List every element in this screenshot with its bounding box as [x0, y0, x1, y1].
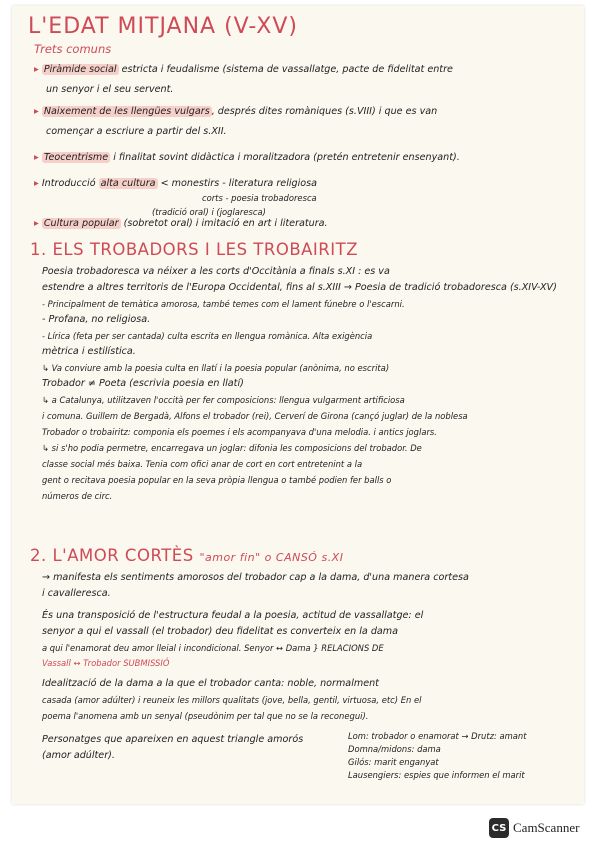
section1-line: classe social més baixa. Tenia com ofici anar de cort en cort entretenint a la [42, 459, 363, 469]
section1-line: Trobador o trobairitz: componia els poemes i els acompanyava d'una melodia. i antics joglars. [42, 427, 437, 437]
section1-line: Trobador ≠ Poeta (escrivia poesia en llatí) [42, 378, 244, 389]
section1-line: gent o recitava poesia popular en la seva pròpia llengua o també podien fer balls o [42, 475, 392, 485]
trait-line: corts - poesia trobadoresca [202, 193, 317, 203]
section2-line: Idealització de la dama a la que el trobador canta: noble, normalment [42, 678, 379, 689]
triangle-item: Lom: trobador o enamorat → Drutz: amant [348, 731, 527, 741]
section2-note: "amor fin" o CANSÓ s.XI [199, 551, 344, 564]
section2-line: (amor adúlter). [42, 750, 115, 761]
trait-line: ▸ Cultura popular (sobretot oral) i imitació en art i literatura. [34, 218, 328, 229]
section2-line: senyor a qui el vassall (el trobador) deu fidelitat es converteix en la dama [42, 626, 399, 637]
section1-title: 1. ELS TROBADORS I LES TROBAIRITZ [30, 240, 359, 259]
section2-line: Vassall ↔ Trobador SUBMISSIÓ [42, 658, 170, 668]
notebook-page [12, 6, 584, 804]
camscanner-logo-icon: CS [489, 818, 509, 838]
trait-line: un senyor i el seu servent. [46, 84, 174, 95]
section2-line: → manifesta els sentiments amorosos del trobador cap a la dama, d'una manera cortesa [42, 572, 469, 583]
section2-line: És una transposició de l'estructura feudal a la poesia, actitud de vassallatge: el [42, 610, 424, 621]
triangle-list [348, 730, 527, 782]
section2-title: 2. L'AMOR CORTÈS "amor fin" o CANSÓ s.XI [30, 546, 344, 565]
section2-line: casada (amor adúlter) i reuneix les millors qualitats (jove, bella, gentil, virtuosa, etc) En el [42, 695, 422, 705]
section1-line: ↳ Va conviure amb la poesia culta en llatí i la poesia popular (anònima, no escrita) [42, 363, 390, 373]
camscanner-watermark [489, 818, 579, 838]
triangle-item: Domna/midons: dama [348, 744, 441, 754]
trait-line: ▸ Piràmide social estricta i feudalisme (sistema de vassallatge, pacte de fidelitat entre [34, 64, 453, 75]
section1-line: estendre a altres territoris de l'Europa Occidental, fins al s.XIII → Poesia de tradició trobadoresca (s.XIV-XV) [42, 282, 557, 293]
section1-line: ↳ a Catalunya, utilitzaven l'occità per fer composicions: llengua vulgarment artificiosa [42, 395, 405, 405]
section1-line: Poesia trobadoresca va néixer a les corts d'Occitània a finals s.XI : es va [42, 266, 390, 277]
trait-line: ▸ Naixement de les llengües vulgars , després dites romàniques (s.VIII) i que es van [34, 106, 438, 117]
section1-line: - Principalment de temàtica amorosa, també temes com el lament fúnebre o l'escarni. [42, 299, 405, 309]
section2-line: i cavalleresca. [42, 588, 111, 599]
triangle-item: Lausengiers: espies que informen el marit [348, 770, 525, 780]
section1-line: mètrica i estilística. [42, 346, 136, 357]
page-subtitle: Trets comuns [34, 42, 112, 56]
section1-body [42, 264, 557, 504]
section1-line: - Lírica (feta per ser cantada) culta escrita en llengua romànica. Alta exigència [42, 331, 373, 341]
camscanner-brand: CamScanner [513, 820, 580, 835]
trait-line: ▸ Teocentrisme i finalitat sovint didàctica i moralitzadora (pretén entretenir ensenyant). [34, 152, 460, 163]
triangle-item: Gilós: marit enganyat [348, 757, 439, 767]
section2-line: Personatges que apareixen en aquest triangle amorós [42, 734, 304, 745]
section1-line: números de circ. [42, 491, 113, 501]
trait-line: ▸ Introducció alta cultura < monestirs - literatura religiosa [34, 178, 318, 189]
section1-line: i comuna. Guillem de Bergadà, Alfons el trobador (rei), Cerverí de Girona (cançó juglar) de la noblesa [42, 411, 468, 421]
page-title: L'EDAT MITJANA (V-XV) [28, 14, 298, 39]
section2-line: poema l'anomena amb un senyal (pseudònim per tal que no se la reconegui). [42, 711, 369, 721]
trait-line: (tradició oral) i (joglaresca) [152, 207, 266, 217]
section1-line: - Profana, no religiosa. [42, 314, 151, 325]
section1-line: ↳ si s'ho podia permetre, encarregava un joglar: difonia les composicions del trobador. De [42, 443, 422, 453]
trait-line: començar a escriure a partir del s.XII. [46, 126, 227, 137]
section2-line: a qui l'enamorat deu amor lleial i incondicional. Senyor ↔ Dama } RELACIONS DE [42, 643, 384, 653]
